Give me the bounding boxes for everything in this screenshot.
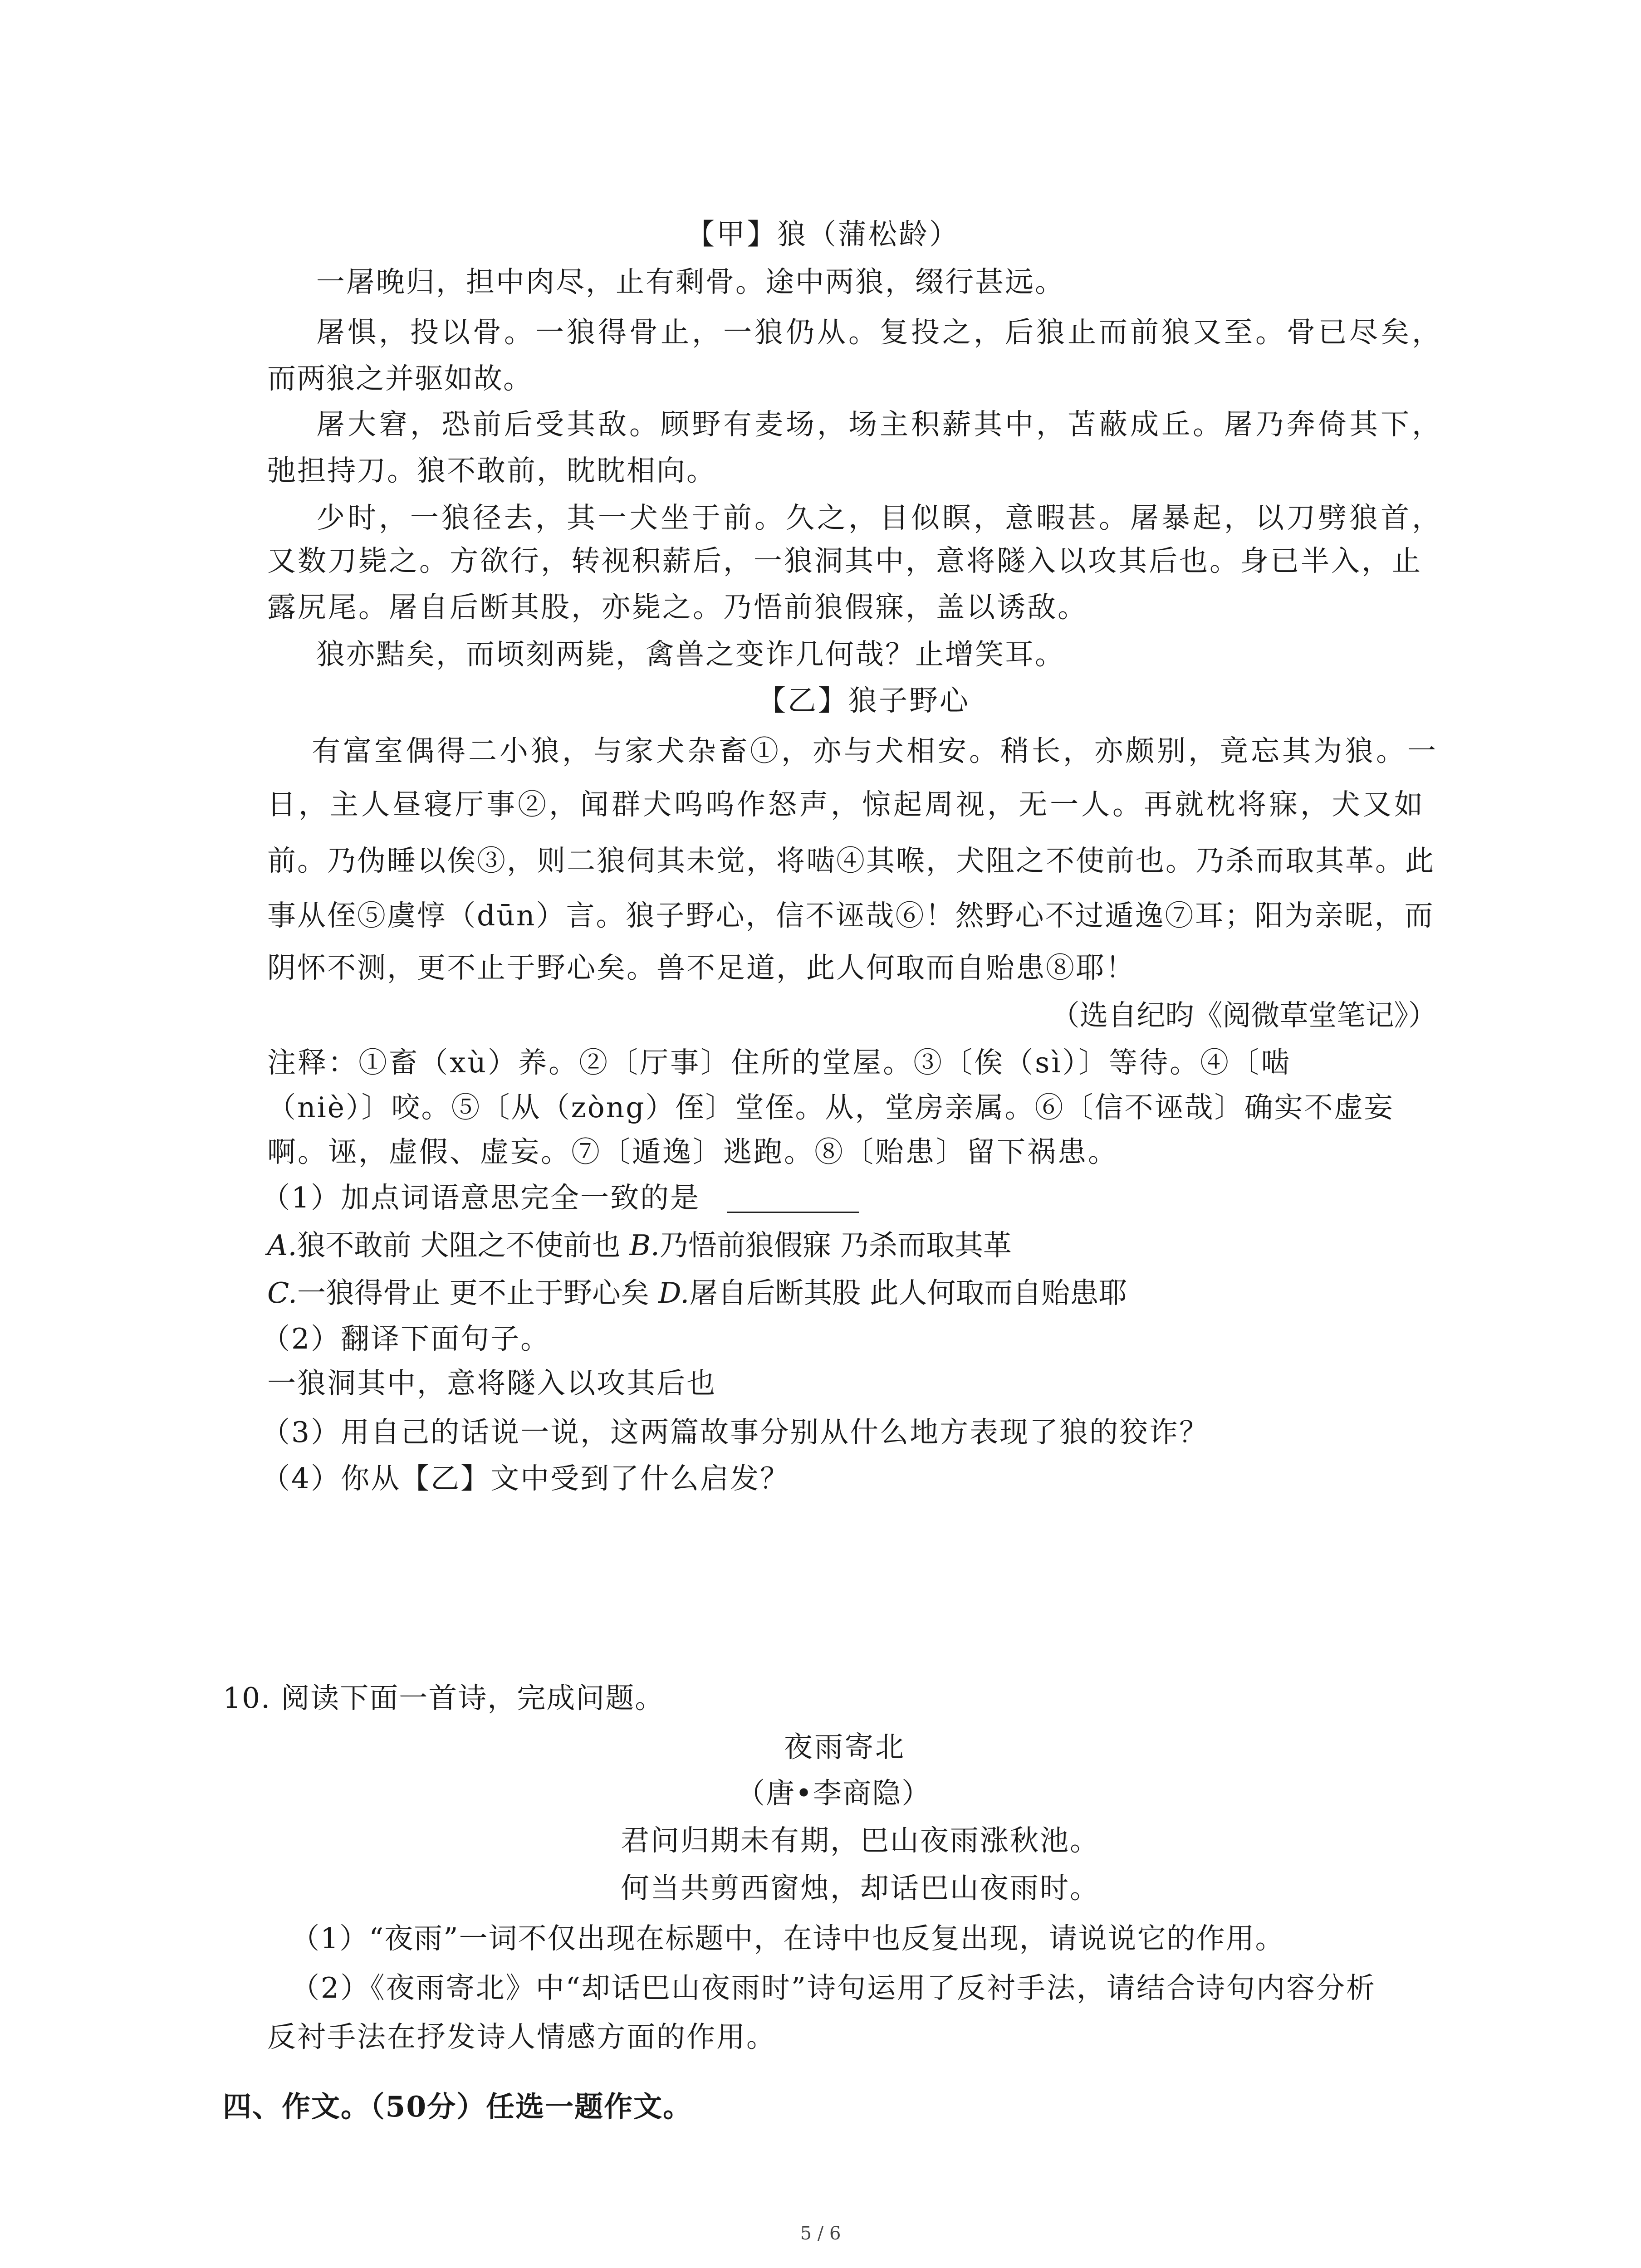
passage-jia-line: 一屠晚归，担中肉尽，止有剩骨。途中两狼，缀行甚远。 <box>316 265 1065 298</box>
section-4-heading: 四、作文。（50分）任选一题作文。 <box>223 2090 693 2123</box>
poem-line: 君问归期未有期，巴山夜雨涨秋池。 <box>621 1824 1100 1857</box>
question-10-sub1: （1）“夜雨”一词不仅出现在标题中，在诗中也反复出现，请说说它的作用。 <box>291 1922 1285 1955</box>
question-10-sub2: （2）《夜雨寄北》中“却话巴山夜雨时”诗句运用了反衬手法，请结合诗句内容分析 <box>291 1971 1376 2004</box>
passage-jia-line: 狼亦黠矣，而顷刻两毙，禽兽之变诈几何哉？止增笑耳。 <box>316 638 1065 671</box>
option-d <box>658 1276 1127 1310</box>
option-label: D. <box>658 1276 690 1310</box>
option-text: 狼不敢前 犬阻之不使前也 <box>297 1229 621 1262</box>
answer-blank <box>727 1186 859 1213</box>
question-10-sub2-cont: 反衬手法在抒发诗人情感方面的作用。 <box>267 2020 776 2053</box>
question-3: （3）用自己的话说一说，这两篇故事分别从什么地方表现了狼的狡诈？ <box>261 1416 1210 1449</box>
question-1-text: （1）加点词语意思完全一致的是 <box>261 1181 700 1214</box>
passage-jia-line: 而两狼之并驱如故。 <box>267 362 533 395</box>
question-2: （2）翻译下面句子。 <box>261 1322 551 1355</box>
poem-author: （唐•李商隐） <box>736 1777 931 1810</box>
annotation-line: （niè）〕咬。⑤〔从（zòng）侄〕堂侄。从，堂房亲属。⑥〔信不诬哉〕确实不虚妄 <box>267 1091 1394 1124</box>
passage-jia-title: 【甲】狼（蒲松龄） <box>686 218 960 251</box>
question-4: （4）你从【乙】文中受到了什么启发？ <box>261 1462 790 1495</box>
passage-jia-line: 少时，一狼径去，其一犬坐于前。久之，目似瞑，意暇甚。屠暴起，以刀劈狼首， <box>316 501 1443 534</box>
passage-jia-line: 又数刀毙之。方欲行，转视积薪后，一狼洞其中，意将隧入以攻其后也。身已半入，止 <box>267 544 1422 577</box>
question-10-prompt: 10. 阅读下面一首诗，完成问题。 <box>223 1681 665 1715</box>
annotation-line: 注释：①畜（xù）养。②〔厅事〕住所的堂屋。③〔俟（sì）〕等待。④〔啮 <box>267 1046 1292 1079</box>
option-c <box>267 1276 649 1310</box>
option-label: A. <box>267 1229 297 1262</box>
options-row-ab <box>267 1231 1012 1261</box>
passage-yi-line: 事从侄⑤虞惇（dūn）言。狼子野心，信不诬哉⑥！然野心不过遁逸⑦耳；阳为亲昵，而 <box>267 899 1435 932</box>
option-text: 乃悟前狼假寐 乃杀而取其革 <box>659 1229 1012 1262</box>
options-row-cd <box>267 1278 1127 1308</box>
option-b <box>630 1229 1012 1262</box>
passage-yi-line: 日，主人昼寝厅事②，闻群犬呜呜作怒声，惊起周视，无一人。再就枕将寐，犬又如 <box>267 788 1425 821</box>
passage-jia-line: 露尻尾。屠自后断其股，亦毙之。乃悟前狼假寐，盖以诱敌。 <box>267 591 1088 624</box>
question-2-sentence: 一狼洞其中，意将隧入以攻其后也 <box>267 1367 716 1400</box>
option-a <box>267 1229 621 1262</box>
passage-jia-line: 屠惧，投以骨。一狼得骨止，一狼仍从。复投之，后狼止而前狼又至。骨已尽矣， <box>316 316 1443 349</box>
poem-line: 何当共剪西窗烛，却话巴山夜雨时。 <box>621 1872 1100 1905</box>
annotation-line: 啊。诬，虚假、虚妄。⑦〔遁逸〕逃跑。⑧〔贻患〕留下祸患。 <box>267 1135 1118 1168</box>
passage-jia-line: 屠大窘，恐前后受其敌。顾野有麦场，场主积薪其中，苫蔽成丘。屠乃奔倚其下， <box>316 408 1443 441</box>
option-text: 屠自后断其股 此人何取而自贻患耶 <box>689 1276 1127 1310</box>
option-text: 一狼得骨止 更不止于野心矣 <box>297 1276 650 1310</box>
passage-yi-line: 前。乃伪睡以俟③，则二狼伺其未觉，将啮④其喉，犬阻之不使前也。乃杀而取其革。此 <box>267 844 1435 877</box>
option-label: C. <box>267 1276 297 1310</box>
question-1 <box>261 1183 859 1213</box>
passage-yi-line: 有富室偶得二小狼，与家犬杂畜①，亦与犬相安。稍长，亦颇别，竟忘其为狼。一 <box>312 734 1439 767</box>
passage-jia-line: 弛担持刀。狼不敢前，眈眈相向。 <box>267 454 716 487</box>
passage-yi-line: 阴怀不测，更不止于野心矣。兽不足道，此人何取而自贻患⑧耶！ <box>267 951 1136 984</box>
page-number: 5 / 6 <box>800 2223 841 2244</box>
passage-yi-source: （选自纪昀《阅微草堂笔记》） <box>1051 999 1437 1032</box>
option-label: B. <box>629 1229 660 1262</box>
passage-yi-title: 【乙】狼子野心 <box>757 684 970 717</box>
poem-title: 夜雨寄北 <box>784 1730 906 1764</box>
